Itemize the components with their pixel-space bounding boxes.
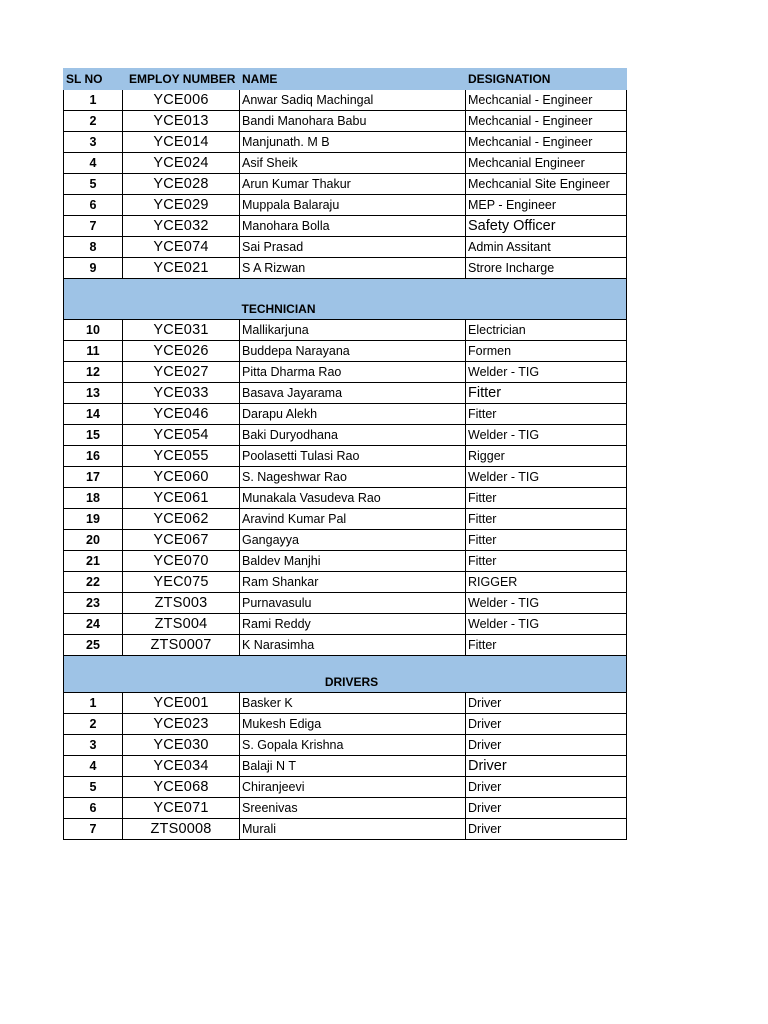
designation: Formen <box>466 341 627 362</box>
section-header-row <box>64 656 627 693</box>
table-row <box>64 593 627 614</box>
employ-number: ZTS0008 <box>123 819 240 840</box>
table-row <box>64 819 627 840</box>
sl-number: 1 <box>64 90 123 111</box>
designation: Mechcanial Engineer <box>466 153 627 174</box>
sl-number: 21 <box>64 551 123 572</box>
employee-name: Basker K <box>240 693 466 714</box>
employ-number: YCE074 <box>123 237 240 258</box>
employee-name: Mallikarjuna <box>240 320 466 341</box>
designation: Fitter <box>466 509 627 530</box>
sl-number: 4 <box>64 153 123 174</box>
employ-number: YCE031 <box>123 320 240 341</box>
table-row <box>64 425 627 446</box>
sl-number: 23 <box>64 593 123 614</box>
employee-name: S. Nageshwar Rao <box>240 467 466 488</box>
table-row <box>64 195 627 216</box>
table-row <box>64 341 627 362</box>
sl-number: 4 <box>64 756 123 777</box>
sl-number: 3 <box>64 132 123 153</box>
employee-name: Darapu Alekh <box>240 404 466 425</box>
employee-name: Sai Prasad <box>240 237 466 258</box>
table-row <box>64 216 627 237</box>
designation: Welder - TIG <box>466 362 627 383</box>
sl-number: 10 <box>64 320 123 341</box>
sl-number: 2 <box>64 111 123 132</box>
table-row <box>64 635 627 656</box>
sl-number: 12 <box>64 362 123 383</box>
section-title: DRIVERS <box>240 656 466 693</box>
employ-number: YCE046 <box>123 404 240 425</box>
sl-number: 5 <box>64 174 123 195</box>
designation: Driver <box>466 714 627 735</box>
designation: Fitter <box>466 551 627 572</box>
employ-number: YCE029 <box>123 195 240 216</box>
table-row <box>64 404 627 425</box>
employee-name: Arun Kumar Thakur <box>240 174 466 195</box>
employee-name: Chiranjeevi <box>240 777 466 798</box>
employ-number: YCE028 <box>123 174 240 195</box>
employ-number: YCE006 <box>123 90 240 111</box>
designation: Fitter <box>466 404 627 425</box>
designation: Welder - TIG <box>466 467 627 488</box>
employee-name: S. Gopala Krishna <box>240 735 466 756</box>
employ-number: YCE062 <box>123 509 240 530</box>
employ-number: YCE030 <box>123 735 240 756</box>
employ-number: YCE055 <box>123 446 240 467</box>
table-row <box>64 258 627 279</box>
table-row <box>64 362 627 383</box>
table-row <box>64 756 627 777</box>
sl-number: 5 <box>64 777 123 798</box>
employee-name: Manohara Bolla <box>240 216 466 237</box>
employ-number: YCE067 <box>123 530 240 551</box>
sl-number: 6 <box>64 195 123 216</box>
table-row <box>64 509 627 530</box>
employee-name: Manjunath. M B <box>240 132 466 153</box>
employ-number: YCE023 <box>123 714 240 735</box>
table-row <box>64 777 627 798</box>
employee-name: Gangayya <box>240 530 466 551</box>
table-row <box>64 488 627 509</box>
employ-number: YEC075 <box>123 572 240 593</box>
employ-number: ZTS004 <box>123 614 240 635</box>
sl-number: 18 <box>64 488 123 509</box>
employee-name: Aravind Kumar Pal <box>240 509 466 530</box>
table-row <box>64 572 627 593</box>
designation: MEP - Engineer <box>466 195 627 216</box>
table-row <box>64 153 627 174</box>
header-designation: DESIGNATION <box>466 69 627 90</box>
designation: Driver <box>466 756 627 777</box>
table-row <box>64 530 627 551</box>
sl-number: 19 <box>64 509 123 530</box>
table-row <box>64 735 627 756</box>
header-row <box>64 69 627 90</box>
employ-number: YCE034 <box>123 756 240 777</box>
employ-number: ZTS0007 <box>123 635 240 656</box>
designation: Driver <box>466 798 627 819</box>
table-row <box>64 132 627 153</box>
employee-name: Murali <box>240 819 466 840</box>
employ-number: YCE027 <box>123 362 240 383</box>
sl-number: 22 <box>64 572 123 593</box>
employee-name: Ram Shankar <box>240 572 466 593</box>
employee-name: Munakala Vasudeva Rao <box>240 488 466 509</box>
sl-number: 15 <box>64 425 123 446</box>
designation: Fitter <box>466 488 627 509</box>
designation: Admin Assitant <box>466 237 627 258</box>
employee-name: Basava Jayarama <box>240 383 466 404</box>
designation: Driver <box>466 777 627 798</box>
table-row <box>64 693 627 714</box>
table-row <box>64 614 627 635</box>
designation: Welder - TIG <box>466 614 627 635</box>
designation: Safety Officer <box>466 216 627 237</box>
sl-number: 11 <box>64 341 123 362</box>
sl-number: 13 <box>64 383 123 404</box>
employ-number: YCE001 <box>123 693 240 714</box>
employ-number: YCE061 <box>123 488 240 509</box>
table-row <box>64 320 627 341</box>
table-row <box>64 798 627 819</box>
designation: Driver <box>466 693 627 714</box>
sl-number: 2 <box>64 714 123 735</box>
employ-number: YCE054 <box>123 425 240 446</box>
table-row <box>64 467 627 488</box>
employ-number: YCE024 <box>123 153 240 174</box>
employ-number: YCE021 <box>123 258 240 279</box>
employee-name: Baldev Manjhi <box>240 551 466 572</box>
section-spacer <box>64 279 240 320</box>
header-sl: SL NO <box>64 69 123 90</box>
designation: RIGGER <box>466 572 627 593</box>
employee-name: Rami Reddy <box>240 614 466 635</box>
employ-number: YCE060 <box>123 467 240 488</box>
employee-table <box>63 68 627 840</box>
designation: Rigger <box>466 446 627 467</box>
header-name: NAME <box>240 69 466 90</box>
designation: Electrician <box>466 320 627 341</box>
employee-sheet <box>63 68 626 840</box>
sl-number: 3 <box>64 735 123 756</box>
table-row <box>64 714 627 735</box>
sl-number: 9 <box>64 258 123 279</box>
sl-number: 24 <box>64 614 123 635</box>
employee-name: Anwar Sadiq Machingal <box>240 90 466 111</box>
employ-number: YCE070 <box>123 551 240 572</box>
designation: Welder - TIG <box>466 593 627 614</box>
employ-number: YCE071 <box>123 798 240 819</box>
employee-name: Purnavasulu <box>240 593 466 614</box>
sl-number: 16 <box>64 446 123 467</box>
sl-number: 8 <box>64 237 123 258</box>
designation: Fitter <box>466 530 627 551</box>
designation: Mechcanial - Engineer <box>466 90 627 111</box>
section-spacer <box>466 656 627 693</box>
table-row <box>64 551 627 572</box>
employee-name: Sreenivas <box>240 798 466 819</box>
sl-number: 17 <box>64 467 123 488</box>
employ-number: YCE013 <box>123 111 240 132</box>
employee-name: Bandi Manohara Babu <box>240 111 466 132</box>
table-row <box>64 237 627 258</box>
sl-number: 14 <box>64 404 123 425</box>
employee-name: Baki Duryodhana <box>240 425 466 446</box>
designation: Mechcanial - Engineer <box>466 132 627 153</box>
designation: Mechcanial Site Engineer <box>466 174 627 195</box>
section-title: TECHNICIAN <box>240 279 466 320</box>
sl-number: 25 <box>64 635 123 656</box>
sl-number: 6 <box>64 798 123 819</box>
employee-name: S A Rizwan <box>240 258 466 279</box>
employee-name: K Narasimha <box>240 635 466 656</box>
designation: Driver <box>466 819 627 840</box>
designation: Fitter <box>466 383 627 404</box>
employ-number: YCE014 <box>123 132 240 153</box>
section-spacer <box>64 656 240 693</box>
employ-number: YCE068 <box>123 777 240 798</box>
designation: Fitter <box>466 635 627 656</box>
header-employ-number: EMPLOY NUMBER <box>123 69 240 90</box>
table-row <box>64 383 627 404</box>
sl-number: 1 <box>64 693 123 714</box>
designation: Driver <box>466 735 627 756</box>
employee-name: Balaji N T <box>240 756 466 777</box>
employee-name: Buddepa Narayana <box>240 341 466 362</box>
table-row <box>64 174 627 195</box>
employ-number: YCE032 <box>123 216 240 237</box>
table-row <box>64 446 627 467</box>
designation: Strore Incharge <box>466 258 627 279</box>
designation: Welder - TIG <box>466 425 627 446</box>
employ-number: ZTS003 <box>123 593 240 614</box>
employee-name: Asif Sheik <box>240 153 466 174</box>
employ-number: YCE033 <box>123 383 240 404</box>
employee-name: Pitta Dharma Rao <box>240 362 466 383</box>
sl-number: 7 <box>64 819 123 840</box>
sl-number: 20 <box>64 530 123 551</box>
designation: Mechcanial - Engineer <box>466 111 627 132</box>
table-row <box>64 111 627 132</box>
employee-name: Mukesh Ediga <box>240 714 466 735</box>
table-row <box>64 90 627 111</box>
employee-name: Muppala Balaraju <box>240 195 466 216</box>
employ-number: YCE026 <box>123 341 240 362</box>
section-header-row <box>64 279 627 320</box>
sl-number: 7 <box>64 216 123 237</box>
section-spacer <box>466 279 627 320</box>
employee-name: Poolasetti Tulasi Rao <box>240 446 466 467</box>
